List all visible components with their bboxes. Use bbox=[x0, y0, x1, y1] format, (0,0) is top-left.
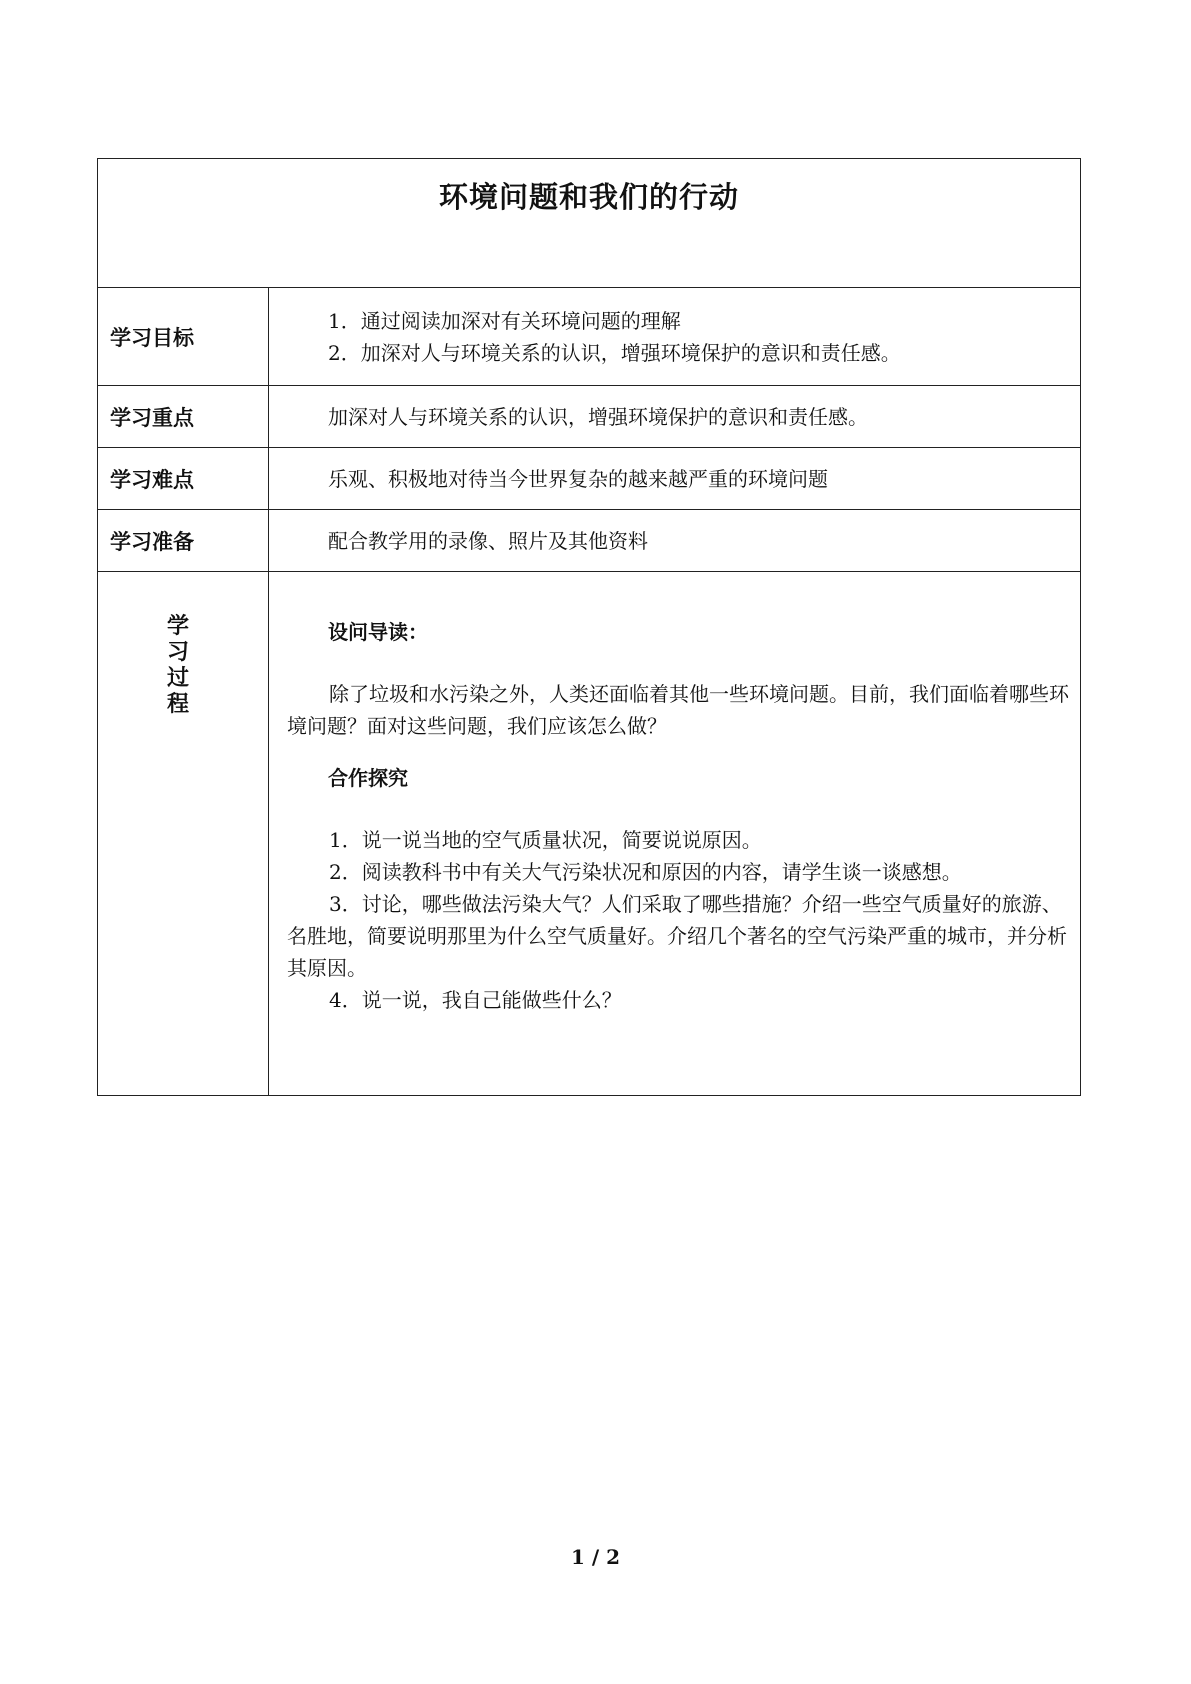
intro-paragraph: 除了垃圾和水污染之外，人类还面临着其他一些环境问题。目前，我们面临着哪些环境问题？面对这些问题，我们应该怎么做？ bbox=[287, 682, 1069, 738]
difficulty-label: 学习难点 bbox=[98, 448, 269, 510]
difficulty-row bbox=[98, 448, 1081, 510]
objectives-label: 学习目标 bbox=[98, 288, 269, 386]
objective-item-2: 2．加深对人与环境关系的认识，增强环境保护的意识和责任感。 bbox=[328, 340, 901, 365]
process-row bbox=[98, 572, 1081, 1096]
process-label: 学习过程 bbox=[166, 614, 189, 717]
document-title: 环境问题和我们的行动 bbox=[439, 180, 740, 214]
objective-item-1: 1．通过阅读加深对有关环境问题的理解 bbox=[328, 308, 681, 333]
explore-heading: 合作探究 bbox=[328, 766, 408, 790]
page-number: 1 / 2 bbox=[570, 1545, 621, 1569]
keypoint-label: 学习重点 bbox=[98, 386, 269, 448]
explore-item-3: 3．讨论，哪些做法污染大气？人们采取了哪些措施？介绍一些空气质量好的旅游、名胜地，简要说明那里为什么空气质量好。介绍几个著名的空气污染严重的城市，并分析其原因。 bbox=[287, 892, 1067, 980]
preparation-text: 配合教学用的录像、照片及其他资料 bbox=[328, 528, 648, 553]
objectives-content bbox=[269, 288, 1081, 386]
intro-heading: 设问导读： bbox=[328, 620, 428, 644]
difficulty-content bbox=[269, 448, 1081, 510]
process-content bbox=[269, 572, 1081, 1096]
keypoint-row bbox=[98, 386, 1081, 448]
keypoint-text: 加深对人与环境关系的认识，增强环境保护的意识和责任感。 bbox=[328, 404, 868, 429]
explore-item-4: 4．说一说，我自己能做些什么？ bbox=[329, 988, 622, 1012]
explore-item-2: 2．阅读教科书中有关大气污染状况和原因的内容，请学生谈一谈感想。 bbox=[329, 860, 962, 884]
title-row bbox=[98, 159, 1081, 288]
keypoint-content bbox=[269, 386, 1081, 448]
preparation-label: 学习准备 bbox=[98, 510, 269, 572]
lesson-plan-table bbox=[97, 158, 1081, 1096]
preparation-content bbox=[269, 510, 1081, 572]
title-cell bbox=[98, 159, 1081, 288]
preparation-row bbox=[98, 510, 1081, 572]
objectives-row bbox=[98, 288, 1081, 386]
difficulty-text: 乐观、积极地对待当今世界复杂的越来越严重的环境问题 bbox=[328, 466, 828, 491]
explore-item-1: 1．说一说当地的空气质量状况，简要说说原因。 bbox=[329, 828, 762, 852]
process-label-cell bbox=[98, 572, 269, 1096]
